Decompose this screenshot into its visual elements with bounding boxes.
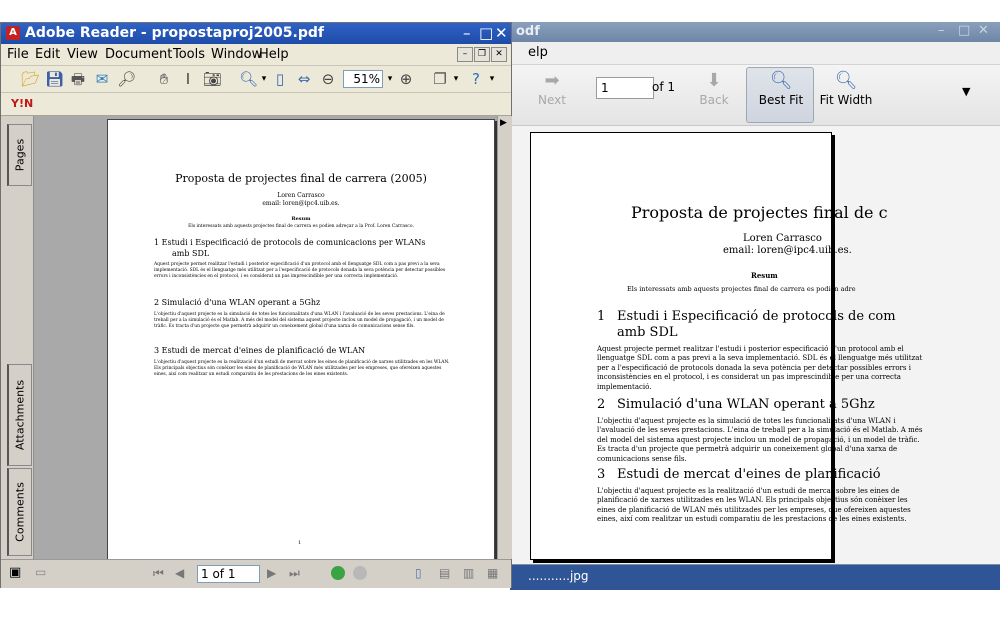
search-icon[interactable]: 🔎︎ bbox=[117, 70, 137, 88]
help-icon[interactable]: ? bbox=[472, 70, 480, 88]
vertical-scrollbar[interactable] bbox=[497, 116, 512, 559]
pages-dropdown-icon[interactable]: ▾ bbox=[453, 74, 459, 84]
zoom-in-plus-icon[interactable]: ⊕ bbox=[399, 70, 413, 88]
back-window-toolbar bbox=[510, 65, 1000, 126]
desktop-taskbar-strip bbox=[510, 565, 1000, 590]
section1-title: 1 Estudi i Especificació de protocols de comunicacions per WLANs bbox=[154, 238, 426, 247]
yahoo-toolbar-logo[interactable]: Y!N bbox=[11, 97, 34, 110]
tab-attachments[interactable]: Attachments bbox=[7, 364, 32, 466]
section3-number: 3 bbox=[597, 467, 606, 482]
window-titlebar[interactable] bbox=[1, 23, 511, 44]
section1-title: Estudi i Especificació de protocols de com bbox=[617, 309, 896, 324]
actual-size-icon[interactable]: ▯ bbox=[275, 70, 285, 88]
tab-pages[interactable]: Pages bbox=[7, 124, 32, 186]
window-title: Adobe Reader - propostaproj2005.pdf bbox=[25, 25, 324, 41]
next-button[interactable]: ➡ Next bbox=[532, 71, 572, 107]
toolbar-overflow-icon[interactable]: ▼ bbox=[962, 85, 971, 98]
document-viewer[interactable] bbox=[34, 116, 497, 559]
doc-minimize-icon[interactable]: – bbox=[457, 47, 473, 62]
zoom-dropdown-icon[interactable]: ▾ bbox=[387, 74, 393, 84]
facing-icon[interactable]: ▥ bbox=[463, 566, 475, 580]
doc-close-icon[interactable]: ✕ bbox=[491, 47, 507, 62]
page-count-label: of 1 bbox=[652, 80, 676, 94]
go-previous-view-icon[interactable] bbox=[331, 566, 345, 580]
panel-toggle-icon[interactable]: ▣ bbox=[9, 565, 22, 580]
adobe-reader-logo-icon: A bbox=[6, 26, 20, 40]
hand-tool-icon[interactable]: ✋︎ bbox=[159, 70, 169, 88]
scroll-right-arrow-icon[interactable]: ▶ bbox=[500, 118, 507, 128]
pdf-viewer-window-back bbox=[510, 22, 1000, 590]
continuous-facing-icon[interactable]: ▦ bbox=[487, 566, 499, 580]
save-icon[interactable]: 💾︎ bbox=[45, 70, 65, 88]
menu-edit[interactable]: Edit bbox=[35, 47, 61, 62]
doc-author: Loren Carrasco bbox=[277, 192, 325, 199]
section1-body: Aquest projecte permet realitzar l'estudi i posterior especificació d'un protocol amb el llenguatge SDL com a pas previ a la seva implementació. SDL és el llenguatge més utilitzat per a l'especificació de protocols donada la seva potència per detectar possibles errors i inconsistències en el protocol, i es considerat un pas imprescindible per una correcta implementació. bbox=[597, 345, 923, 391]
best-fit-button-content: 🔍︎ Best Fit bbox=[748, 71, 814, 107]
doc-email: email: loren@ipc4.uib.es. bbox=[723, 245, 852, 256]
pages-icon[interactable]: ❐ bbox=[433, 70, 447, 88]
page-number-footer: 1 bbox=[298, 540, 302, 546]
doc-email: email: loren@ipc4.uib.es. bbox=[262, 200, 340, 207]
main-toolbar bbox=[1, 66, 511, 93]
menu-help[interactable]: elp bbox=[528, 45, 548, 60]
section2-body: L'objectiu d'aquest projecte es la simulació de totes les funcionalitats d'una WLAN i l'avaluació de les seves prestacions. L'eina de treball per a la simulació és el Matlab. A més del model del sistema aquest projecte inclou un model de propagació, i un model de tràfic. Es tracta d'un projecte que permetrà adquirir un coneixement global d'una xarxa de comunicacions sense fils. bbox=[597, 417, 923, 463]
section1-body: Aquest projecte permet realitzar l'estudi i posterior especificació d'un protocol amb el llenguatge SDL com a pas previ a la seva implementació. SDL és el llenguatge més utilitzat per a l'especificació de protocols donada la seva potència per detectar possibles errors i inconsistències en el protocol, i es considerat un pas imprescindible per una correcta implementació. bbox=[154, 262, 446, 279]
section2-title: 2 Simulació d'una WLAN operant a 5Ghz bbox=[154, 298, 321, 307]
taskbar-file-label[interactable]: ...........jpg bbox=[528, 569, 589, 583]
adobe-reader-window bbox=[0, 22, 512, 588]
menu-view[interactable]: View bbox=[67, 47, 98, 62]
zoom-fit-icon: 🔍︎ bbox=[769, 70, 793, 91]
doc-resum-heading: Resum bbox=[751, 271, 778, 280]
section3-title: 3 Estudi de mercat d'eines de planificació de WLAN bbox=[154, 346, 366, 355]
page-layout-icon[interactable]: ▭ bbox=[35, 565, 47, 579]
zoom-level-field[interactable]: 51% bbox=[343, 70, 383, 88]
back-window-title: odf bbox=[516, 24, 540, 39]
page-number-field[interactable]: 1 of 1 bbox=[197, 565, 260, 583]
menu-document[interactable]: Document bbox=[105, 47, 173, 62]
arrow-down-icon: ⬇ bbox=[706, 70, 722, 91]
fit-width-icon[interactable]: ⇔ bbox=[297, 70, 311, 88]
menu-window[interactable]: Window bbox=[211, 47, 263, 62]
menu-help[interactable]: Help bbox=[259, 47, 289, 62]
tab-comments[interactable]: Comments bbox=[7, 468, 32, 556]
section3-body: L'objectiu d'aquest projecte es la realització d'un estudi de mercat sobre les eines de planificació de xarxes utilitzades en les WLAN. Els principals objectius són conèixer les eines de planificació de WLAN més utilitzades per les empreses, que ofereixen aquestes eines, així com realitzar un estudi comparatiu de les prestacions de les eines existents. bbox=[597, 487, 911, 524]
document-page bbox=[107, 119, 495, 560]
zoom-width-icon: 🔍︎ bbox=[834, 70, 858, 91]
doc-resum-text: Els interessats amb aquests projectes final de carrera es podien adreçar a la Prof. Loren Carrasco. bbox=[188, 224, 414, 229]
secondary-toolbar bbox=[1, 93, 511, 116]
section3-title: Estudi de mercat d'eines de planificació bbox=[617, 467, 881, 482]
section1-title-2: amb SDL bbox=[617, 325, 678, 340]
chevron-down-icon[interactable]: ▾ bbox=[261, 74, 267, 84]
maximize-icon[interactable]: □ bbox=[958, 23, 971, 38]
minimize-icon[interactable]: – bbox=[463, 24, 471, 42]
minimize-icon[interactable]: – bbox=[938, 23, 945, 38]
doc-title: Proposta de projectes final de c bbox=[631, 203, 888, 222]
doc-author: Loren Carrasco bbox=[743, 233, 822, 244]
menu-file[interactable]: File bbox=[7, 47, 29, 62]
first-page-icon[interactable]: ⏮ bbox=[153, 566, 164, 580]
zoom-out-icon[interactable]: ⊖ bbox=[321, 70, 335, 88]
fit-width-button[interactable]: 🔍︎ Fit Width bbox=[814, 71, 878, 107]
close-icon[interactable]: ✕ bbox=[978, 23, 989, 38]
section1-title-2: amb SDL bbox=[172, 249, 210, 258]
back-document-area[interactable] bbox=[510, 126, 1000, 564]
maximize-icon[interactable]: □ bbox=[479, 24, 494, 42]
back-document-page bbox=[530, 132, 923, 560]
doc-resum-text: Els interessats amb aquests projectes final de carrera es podien adre bbox=[627, 285, 856, 293]
menu-tools[interactable]: Tools bbox=[173, 47, 206, 62]
go-next-view-icon[interactable] bbox=[353, 566, 367, 580]
section3-body: L'objectiu d'aquest projecte es la realització d'un estudi de mercat sobre les eines de planificació de xarxes utilitzades en les WLAN. Els principals objectius són conèixer les eines de planificació de WLAN més utilitzades per les empreses, que ofereixen aquestes eines, així com realitzar un estudi comparatiu de les prestacions de les eines existents. bbox=[154, 360, 450, 377]
help-dropdown-icon[interactable]: ▾ bbox=[489, 74, 495, 84]
next-page-icon[interactable]: ▶ bbox=[267, 566, 277, 580]
doc-restore-icon[interactable]: ❐ bbox=[474, 47, 490, 62]
section2-number: 2 bbox=[597, 397, 606, 412]
continuous-icon[interactable]: ▤ bbox=[439, 566, 451, 580]
select-text-icon[interactable]: I bbox=[185, 70, 191, 88]
last-page-icon[interactable]: ⏭ bbox=[289, 566, 300, 580]
navigation-panel bbox=[1, 116, 34, 559]
back-window-titlebar[interactable] bbox=[510, 22, 1000, 42]
section2-title: Simulació d'una WLAN operant a 5Ghz bbox=[617, 397, 875, 412]
page-number-input[interactable] bbox=[596, 77, 654, 99]
print-icon[interactable]: 🖶 bbox=[70, 70, 86, 88]
back-button[interactable]: ⬇ Back bbox=[694, 71, 734, 107]
close-icon[interactable]: ✕ bbox=[495, 24, 508, 42]
doc-title: Proposta de projectes final de carrera (2005) bbox=[175, 172, 427, 185]
status-bar bbox=[1, 559, 511, 588]
snapshot-icon[interactable]: 📷︎ bbox=[203, 70, 223, 88]
arrow-right-icon: ➡ bbox=[544, 70, 560, 91]
previous-page-icon[interactable]: ◀ bbox=[175, 566, 185, 580]
back-window-menubar bbox=[510, 42, 1000, 65]
zoom-in-icon[interactable]: 🔍︎ bbox=[239, 70, 259, 88]
email-icon[interactable]: ✉ bbox=[95, 70, 109, 88]
single-page-icon[interactable]: ▯ bbox=[415, 566, 422, 580]
menubar bbox=[1, 44, 511, 66]
open-folder-icon[interactable]: 📂︎ bbox=[21, 70, 41, 88]
section2-body: L'objectiu d'aquest projecte es la simulació de totes les funcionalitats d'una WLAN i l'avaluació de les seves prestacions. L'eina de treball per a la simulació és el Matlab. A més del model del sistema aquest projecte inclou un model de propagació, i un model de tràfic. Es tracta d'un projecte que permetrà adquirir un coneixement global d'una xarxa de comunicacions sense fils. bbox=[154, 312, 445, 329]
section1-number: 1 bbox=[597, 309, 606, 324]
doc-resum-heading: Resum bbox=[291, 216, 311, 222]
